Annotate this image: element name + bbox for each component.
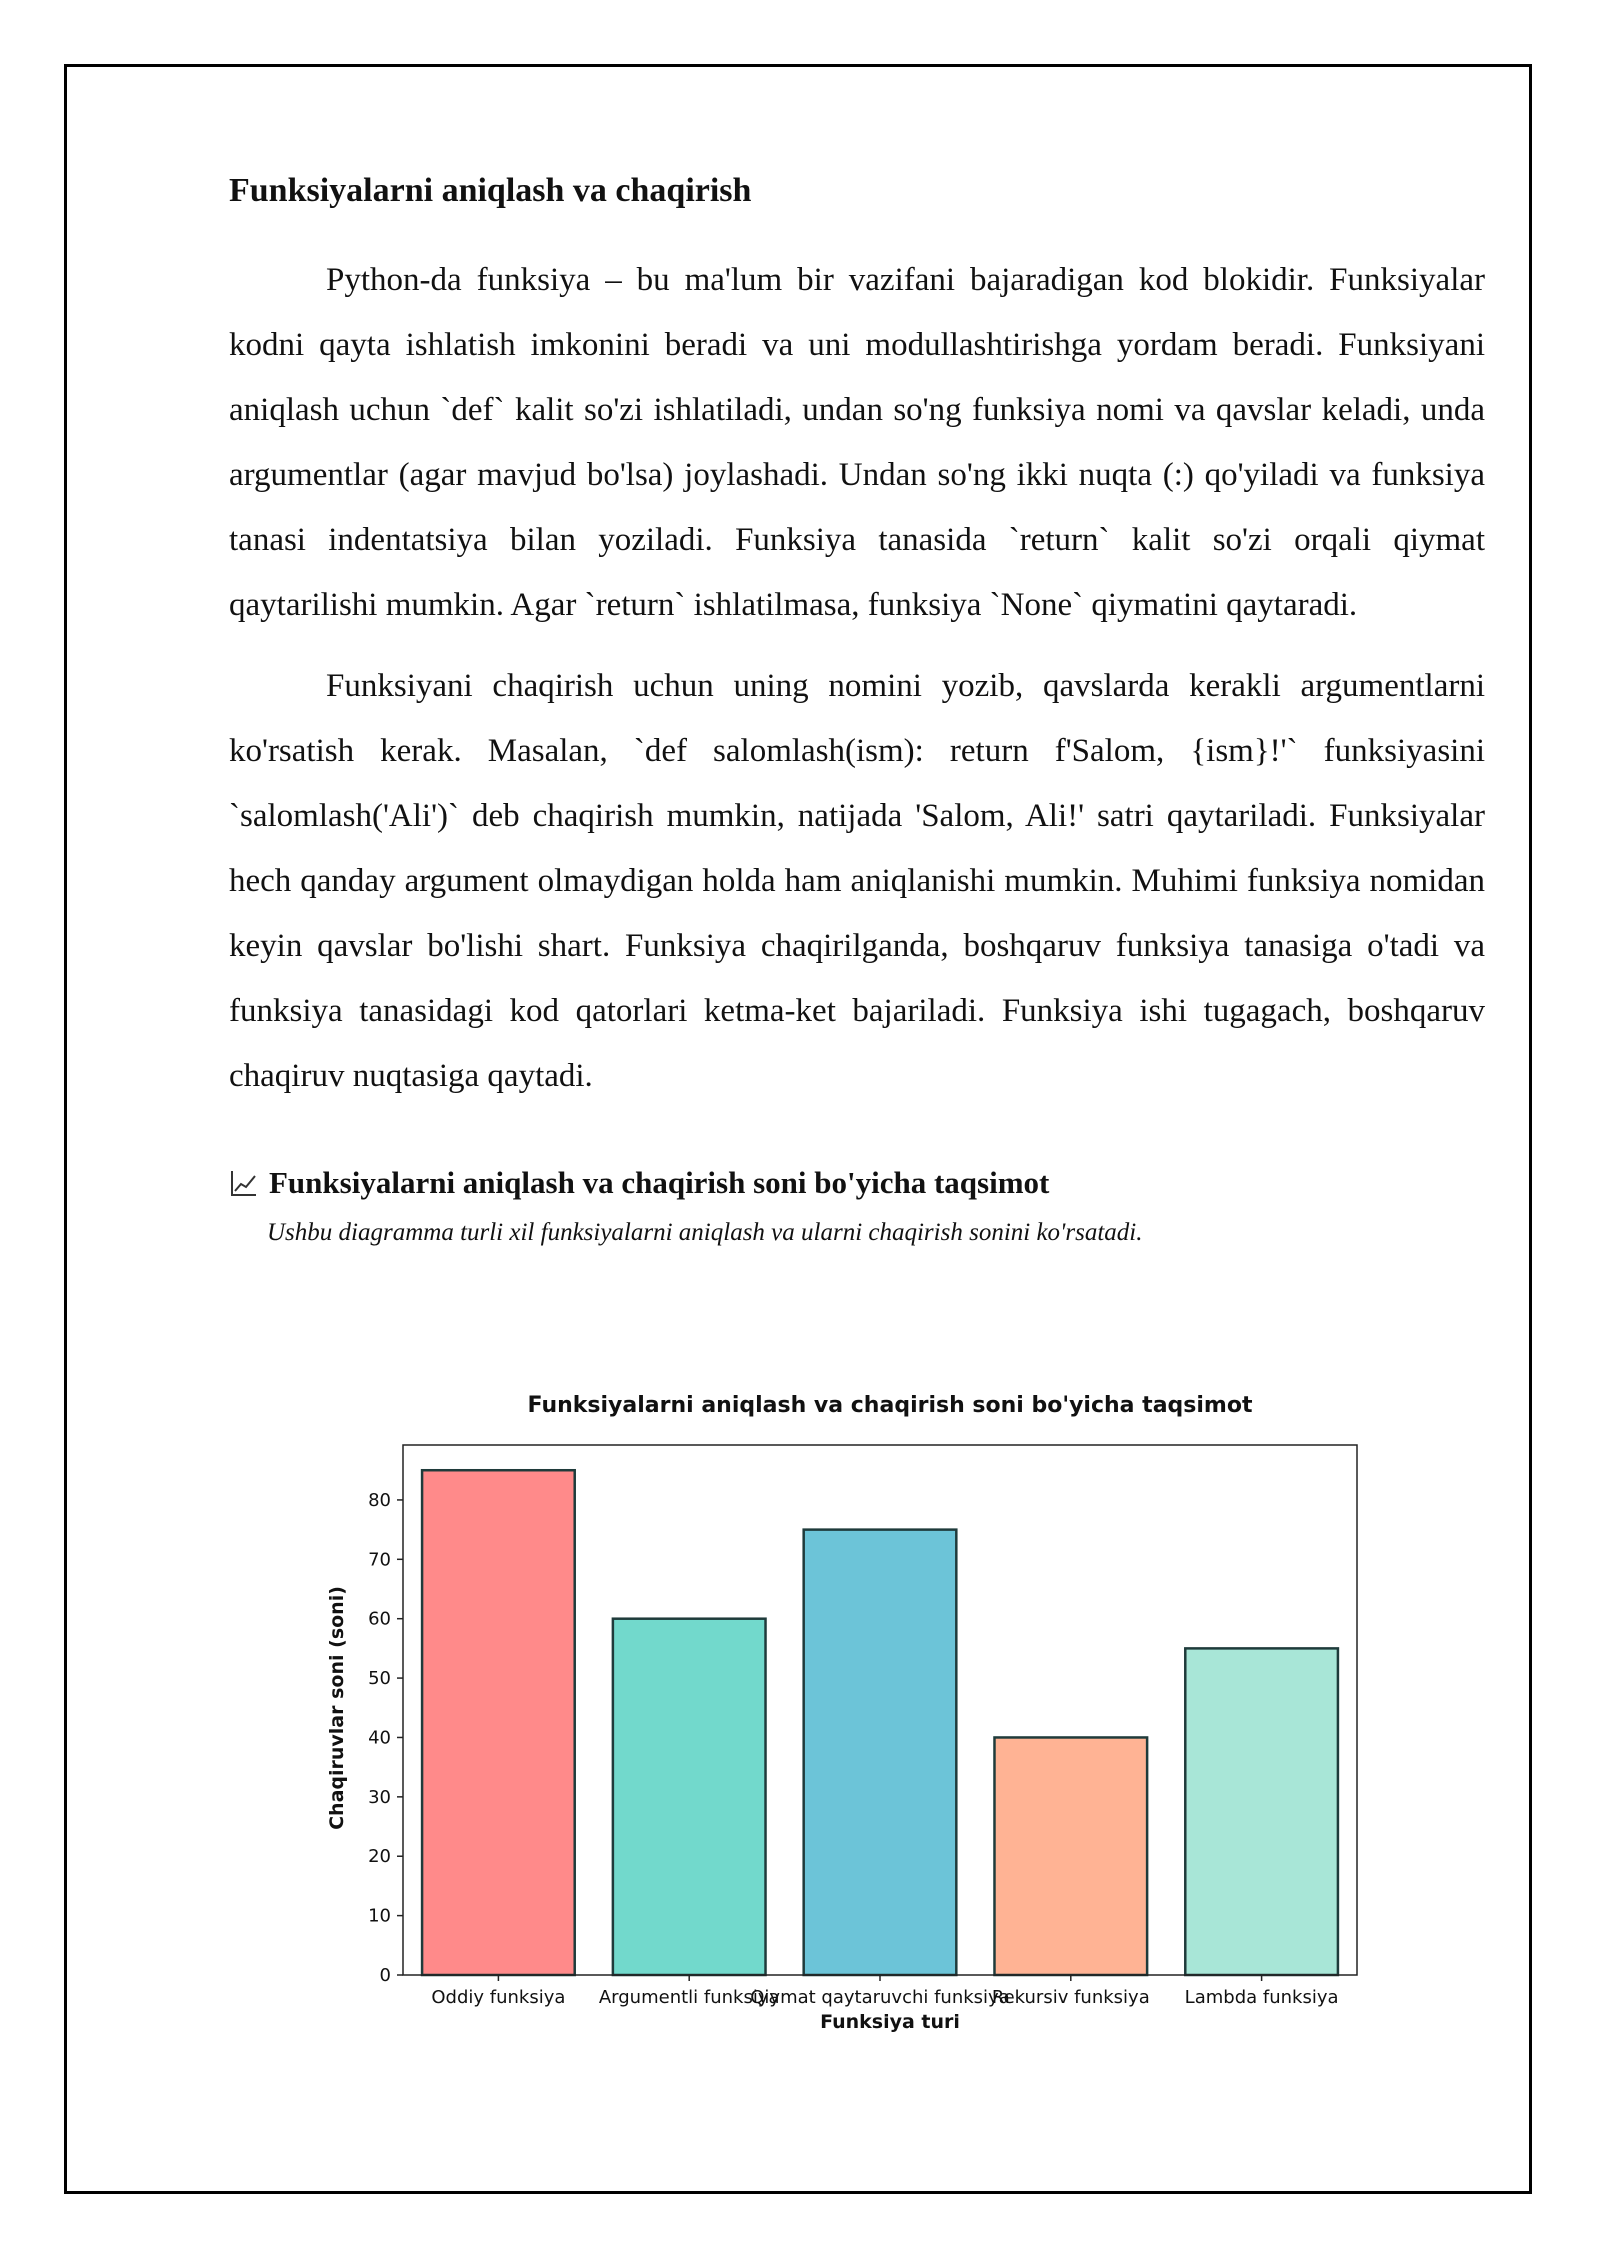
chart-description: Ushbu diagramma turli xil funksiyalarni aniqlash va ularni chaqirish sonini ko'rsatadi. bbox=[267, 1219, 1143, 1246]
bar bbox=[994, 1737, 1147, 1975]
x-tick-label: Argumentli funksiya bbox=[598, 1987, 780, 2008]
bar bbox=[422, 1470, 575, 1975]
chart-heading-text: Funksiyalarni aniqlash va chaqirish soni bo'yicha taqsimot bbox=[269, 1165, 1050, 1200]
section-heading: Funksiyalarni aniqlash va chaqirish bbox=[229, 172, 752, 209]
y-tick-label: 40 bbox=[368, 1727, 391, 1749]
y-tick-label: 60 bbox=[368, 1608, 391, 1630]
y-tick-label: 70 bbox=[368, 1549, 391, 1571]
document-body bbox=[229, 150, 1485, 1247]
y-tick-label: 0 bbox=[379, 1965, 391, 1986]
x-tick-label: Rekursiv funksiya bbox=[991, 1987, 1150, 2008]
chart-increasing-icon bbox=[229, 1168, 259, 1198]
y-axis-label: Chaqiruvlar soni (soni) bbox=[326, 1586, 348, 1830]
paragraph-calling: Funksiyani chaqirish uchun uning nomini yozib, qavslarda kerakli argumentlarni ko'rsatish kerak. Masalan, `def salomlash(ism): return f'Salom, {ism}!'` funksiyasini `salomlash('Ali')` deb chaqirish mumkin, natijada 'Salom, Ali!' satri qaytariladi. Funksiyalar hech qanday argument olmaydigan holda ham aniqlanishi mumkin. Muhimi funksiya nomidan keyin qavslar bo'lishi shart. Funksiya chaqirilganda, boshqaruv funksiya tanasiga o'tadi va funksiya tanasidagi kod qatorlari ketma-ket bajariladi. Funksiya ishi tugagach, boshqaruv chaqiruv nuqtasiga qaytadi. bbox=[229, 668, 1485, 1094]
bar-chart bbox=[320, 1385, 1370, 2045]
chart-title: Funksiyalarni aniqlash va chaqirish soni bo'yicha taqsimot bbox=[527, 1393, 1253, 1418]
paragraph-definition: Python-da funksiya – bu ma'lum bir vazifani bajaradigan kod blokidir. Funksiyalar kodni qayta ishlatish imkonini beradi va uni modullashtirishga yordam beradi. Funksiyani aniqlash uchun `def` kalit so'zi ishlatiladi, undan so'ng funksiya nomi va qavslar keladi, unda argumentlar (agar mavjud bo'lsa) joylashadi. Undan so'ng ikki nuqta (:) qo'yiladi va funksiya tanasi indentatsiya bilan yoziladi. Funksiya tanasida `return` kalit so'zi orqali qiymat qaytarilishi mumkin. Agar `return` ishlatilmasa, funksiya `None` qiymatini qaytaradi. bbox=[229, 262, 1485, 623]
x-axis-label: Funksiya turi bbox=[820, 2011, 960, 2033]
x-tick-label: Lambda funksiya bbox=[1184, 1987, 1339, 2008]
bar bbox=[1185, 1648, 1338, 1975]
bar-chart-svg bbox=[320, 1385, 1370, 2045]
y-tick-label: 30 bbox=[368, 1786, 391, 1808]
bar bbox=[804, 1530, 957, 1975]
y-tick-label: 20 bbox=[368, 1846, 391, 1868]
x-tick-label: Qiymat qaytaruvchi funksiya bbox=[750, 1987, 1010, 2008]
bar bbox=[613, 1619, 766, 1975]
chart-heading bbox=[229, 1165, 1485, 1201]
y-tick-label: 80 bbox=[368, 1489, 391, 1511]
y-tick-label: 50 bbox=[368, 1668, 391, 1690]
y-tick-label: 10 bbox=[368, 1905, 391, 1927]
x-tick-label: Oddiy funksiya bbox=[431, 1987, 566, 2008]
